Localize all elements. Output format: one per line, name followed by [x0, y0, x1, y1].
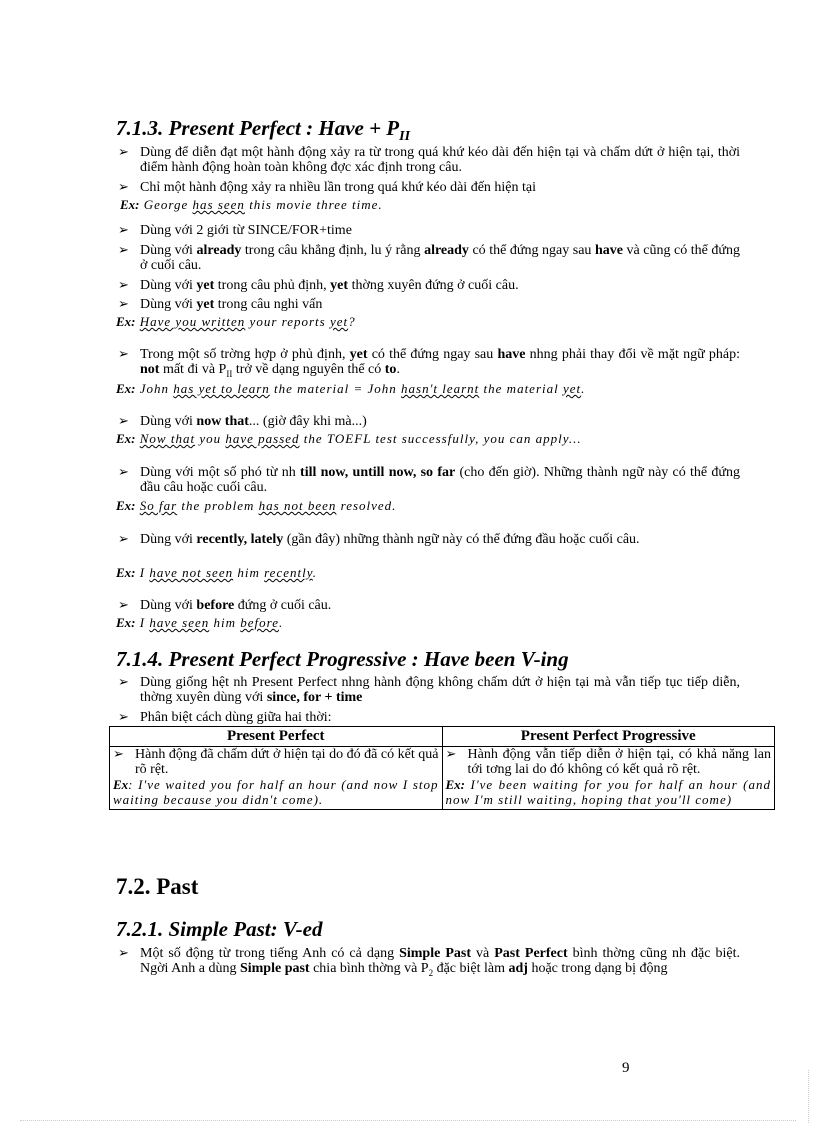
heading-7-1-3: 7.1.3. Present Perfect : Have + $P_{II}$ — [116, 116, 411, 145]
bullet-perfect-progressive-usage: ➢ Dùng giống hệt nh Present Perfect nhng hành động không chấm dứt ở hiện tại mà vẫn tiếp tục tiếp diễn, thờng xuyên dùng với since, for + time — [118, 675, 740, 705]
example-6: Ex: I have not seen him recently. — [116, 565, 318, 580]
table-cell-present-perfect-progressive — [442, 747, 775, 810]
bullet-now-that: ➢ Dùng với now that... (giờ đây khi mà...) — [118, 414, 740, 429]
example-3: Ex: John has yet to learn the material = John hasn't learnt the material yet. — [116, 381, 586, 396]
table-example-completed: Ex: I've waited you for half an hour (and now I stop waiting because you didn't come). — [113, 777, 439, 807]
example-1: Ex: George has seen this movie three time. — [120, 197, 383, 212]
comparison-table — [109, 726, 775, 810]
bullet-yet-negative: ➢ Dùng với yet trong câu phủ định, yet thờng xuyên đứng ở cuối câu. — [118, 278, 740, 293]
bullet-since-for: ➢ Dùng với 2 giới từ SINCE/FOR+time — [118, 223, 740, 238]
heading-7-2: 7.2. Past — [116, 874, 199, 899]
bullet-already: ➢ Dùng với already trong câu khẳng định, lu ý rằng already có thể đứng ngay sau have và cũng có thể đứng ở cuối câu. — [118, 243, 740, 273]
bullet-simple-past: ➢ Một số động từ trong tiếng Anh có cả dạng Simple Past và Past Perfect bình thờng cũng nh đặc biệt. Ngời Anh a dùng Simple past chia bình thờng và $P_2$ đặc biệt làm adj hoặc trong dạng bị động — [118, 946, 740, 981]
table-header-present-perfect: Present Perfect — [110, 727, 443, 747]
table-header-present-perfect-progressive: Present Perfect Progressive — [442, 727, 775, 747]
table-bullet-continuing: ➢ Hành động vẫn tiếp diễn ở hiện tại, có khả năng lan tới tơng lai do đó không có kết quả rõ rệt. — [446, 747, 772, 777]
bullet-before: ➢ Dùng với before đứng ở cuối câu. — [118, 598, 740, 613]
example-5: Ex: So far the problem has not been resolved. — [116, 498, 397, 513]
bullet-yet-after-have: ➢ Trong một số trờng hợp ở phủ định, yet có thể đứng ngay sau have nhng phải thay đổi về mặt ngữ pháp: not mất đi và $P_{II}$ trở về dạng nguyên thể có to. — [118, 347, 740, 382]
bullet-present-perfect-usage: ➢ Dùng để diễn đạt một hành động xảy ra từ trong quá khứ kéo dài đến hiện tại và chấm dứt ở hiện tại, thời điểm hành động hoàn toàn không đợc xác định trong câu. — [118, 145, 740, 175]
table-example-continuing: Ex: I've been waiting for you for half an hour (and now I'm still waiting, hoping that you'll come) — [445, 777, 771, 807]
bullet-yet-question: ➢ Dùng với yet trong câu nghi vấn — [118, 297, 740, 312]
example-2: Ex: Have you written your reports yet? — [116, 314, 356, 329]
heading-7-1-4: 7.1.4. Present Perfect Progressive : Have been V-ing — [116, 647, 569, 671]
bullet-recently-lately: ➢ Dùng với recently, lately (gần đây) những thành ngữ này có thể đứng đầu hoặc cuối câu. — [118, 532, 740, 547]
example-4: Ex: Now that you have passed the TOEFL test successfully, you can apply... — [116, 431, 582, 446]
bullet-compare-tenses: ➢ Phân biệt cách dùng giữa hai thời: — [118, 710, 740, 725]
page-corner-mark — [808, 1070, 809, 1123]
page-bottom-border — [20, 1120, 796, 1121]
heading-7-2-1: 7.2.1. Simple Past: V-ed — [116, 917, 323, 941]
example-7: Ex: I have seen him before. — [116, 615, 284, 630]
bullet-repeated-action: ➢ Chỉ một hành động xảy ra nhiều lần trong quá khứ kéo dài đến hiện tại — [118, 180, 740, 195]
table-cell-present-perfect — [110, 747, 443, 810]
bullet-till-now: ➢ Dùng với một số phó từ nh till now, untill now, so far (cho đến giờ). Những thành ngữ này có thể đứng đầu câu hoặc cuối câu. — [118, 465, 740, 495]
page-number: 9 — [622, 1060, 630, 1076]
table-bullet-completed: ➢ Hành động đã chấm dứt ở hiện tại do đó đã có kết quả rõ rệt. — [113, 747, 439, 777]
